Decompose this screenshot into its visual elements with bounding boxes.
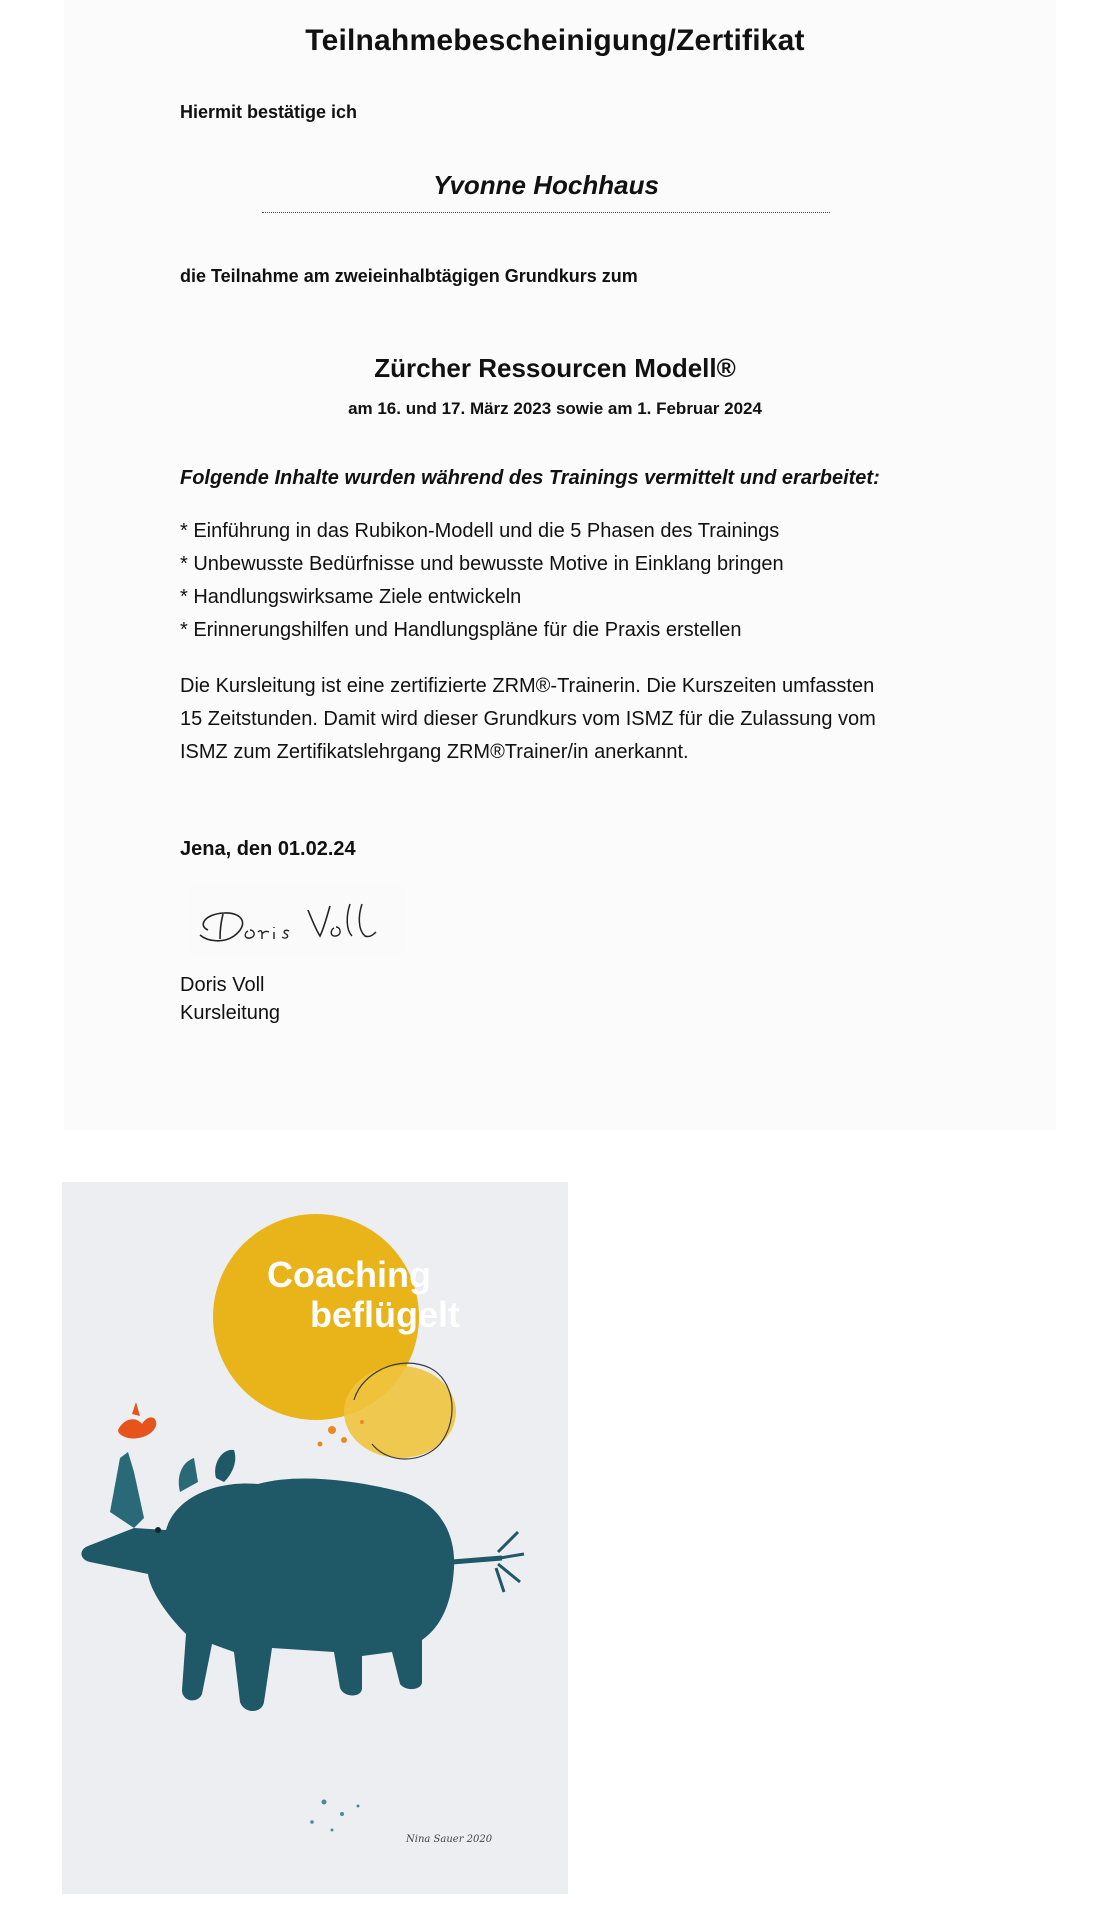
body-line: 15 Zeitstunden. Damit wird dieser Grundkurs vom ISMZ für die Zulassung vom — [180, 708, 876, 730]
signer-name: Doris Voll — [180, 974, 265, 996]
certificate-title: Teilnahmebescheinigung/Zertifikat — [305, 24, 805, 57]
contents-list — [180, 515, 784, 647]
body-paragraph — [180, 670, 960, 769]
list-item: * Erinnerungshilfen und Handlungspläne für die Praxis erstellen — [180, 619, 742, 641]
headline-line-2: beflügelt — [310, 1294, 460, 1335]
list-item: * Unbewusste Bedürfnisse und bewusste Motive in Einklang bringen — [180, 553, 784, 575]
artist-signature: Nina Sauer 2020 — [406, 1834, 493, 1845]
course-dates: am 16. und 17. März 2023 sowie am 1. Februar 2024 — [348, 399, 762, 418]
name-underline — [262, 212, 830, 213]
signer-role: Kursleitung — [180, 1002, 281, 1024]
list-item: * Handlungswirksame Ziele entwickeln — [180, 586, 522, 608]
coaching-illustration — [62, 1182, 568, 1894]
contents-heading: Folgende Inhalte wurden während des Trainings vermittelt und erarbeitet: — [180, 467, 880, 489]
body-line: Die Kursleitung ist eine zertifizierte ZRM®-Trainerin. Die Kurszeiten umfassten — [180, 675, 875, 697]
headline-line-1: Coaching — [267, 1254, 432, 1295]
intro-text: Hiermit bestätige ich — [180, 102, 358, 122]
list-item: * Einführung in das Rubikon-Modell und die 5 Phasen des Trainings — [180, 520, 780, 542]
handwritten-signature — [190, 886, 406, 954]
course-title: Zürcher Ressourcen Modell® — [374, 353, 736, 383]
participation-text: die Teilnahme am zweieinhalbtägigen Grundkurs zum — [180, 266, 638, 286]
recipient-name: Yvonne Hochhaus — [433, 170, 659, 200]
body-line: ISMZ zum Zertifikatslehrgang ZRM®Trainer/in anerkannt. — [180, 741, 689, 763]
bird-shape — [118, 1417, 156, 1438]
place-date: Jena, den 01.02.24 — [180, 838, 356, 860]
